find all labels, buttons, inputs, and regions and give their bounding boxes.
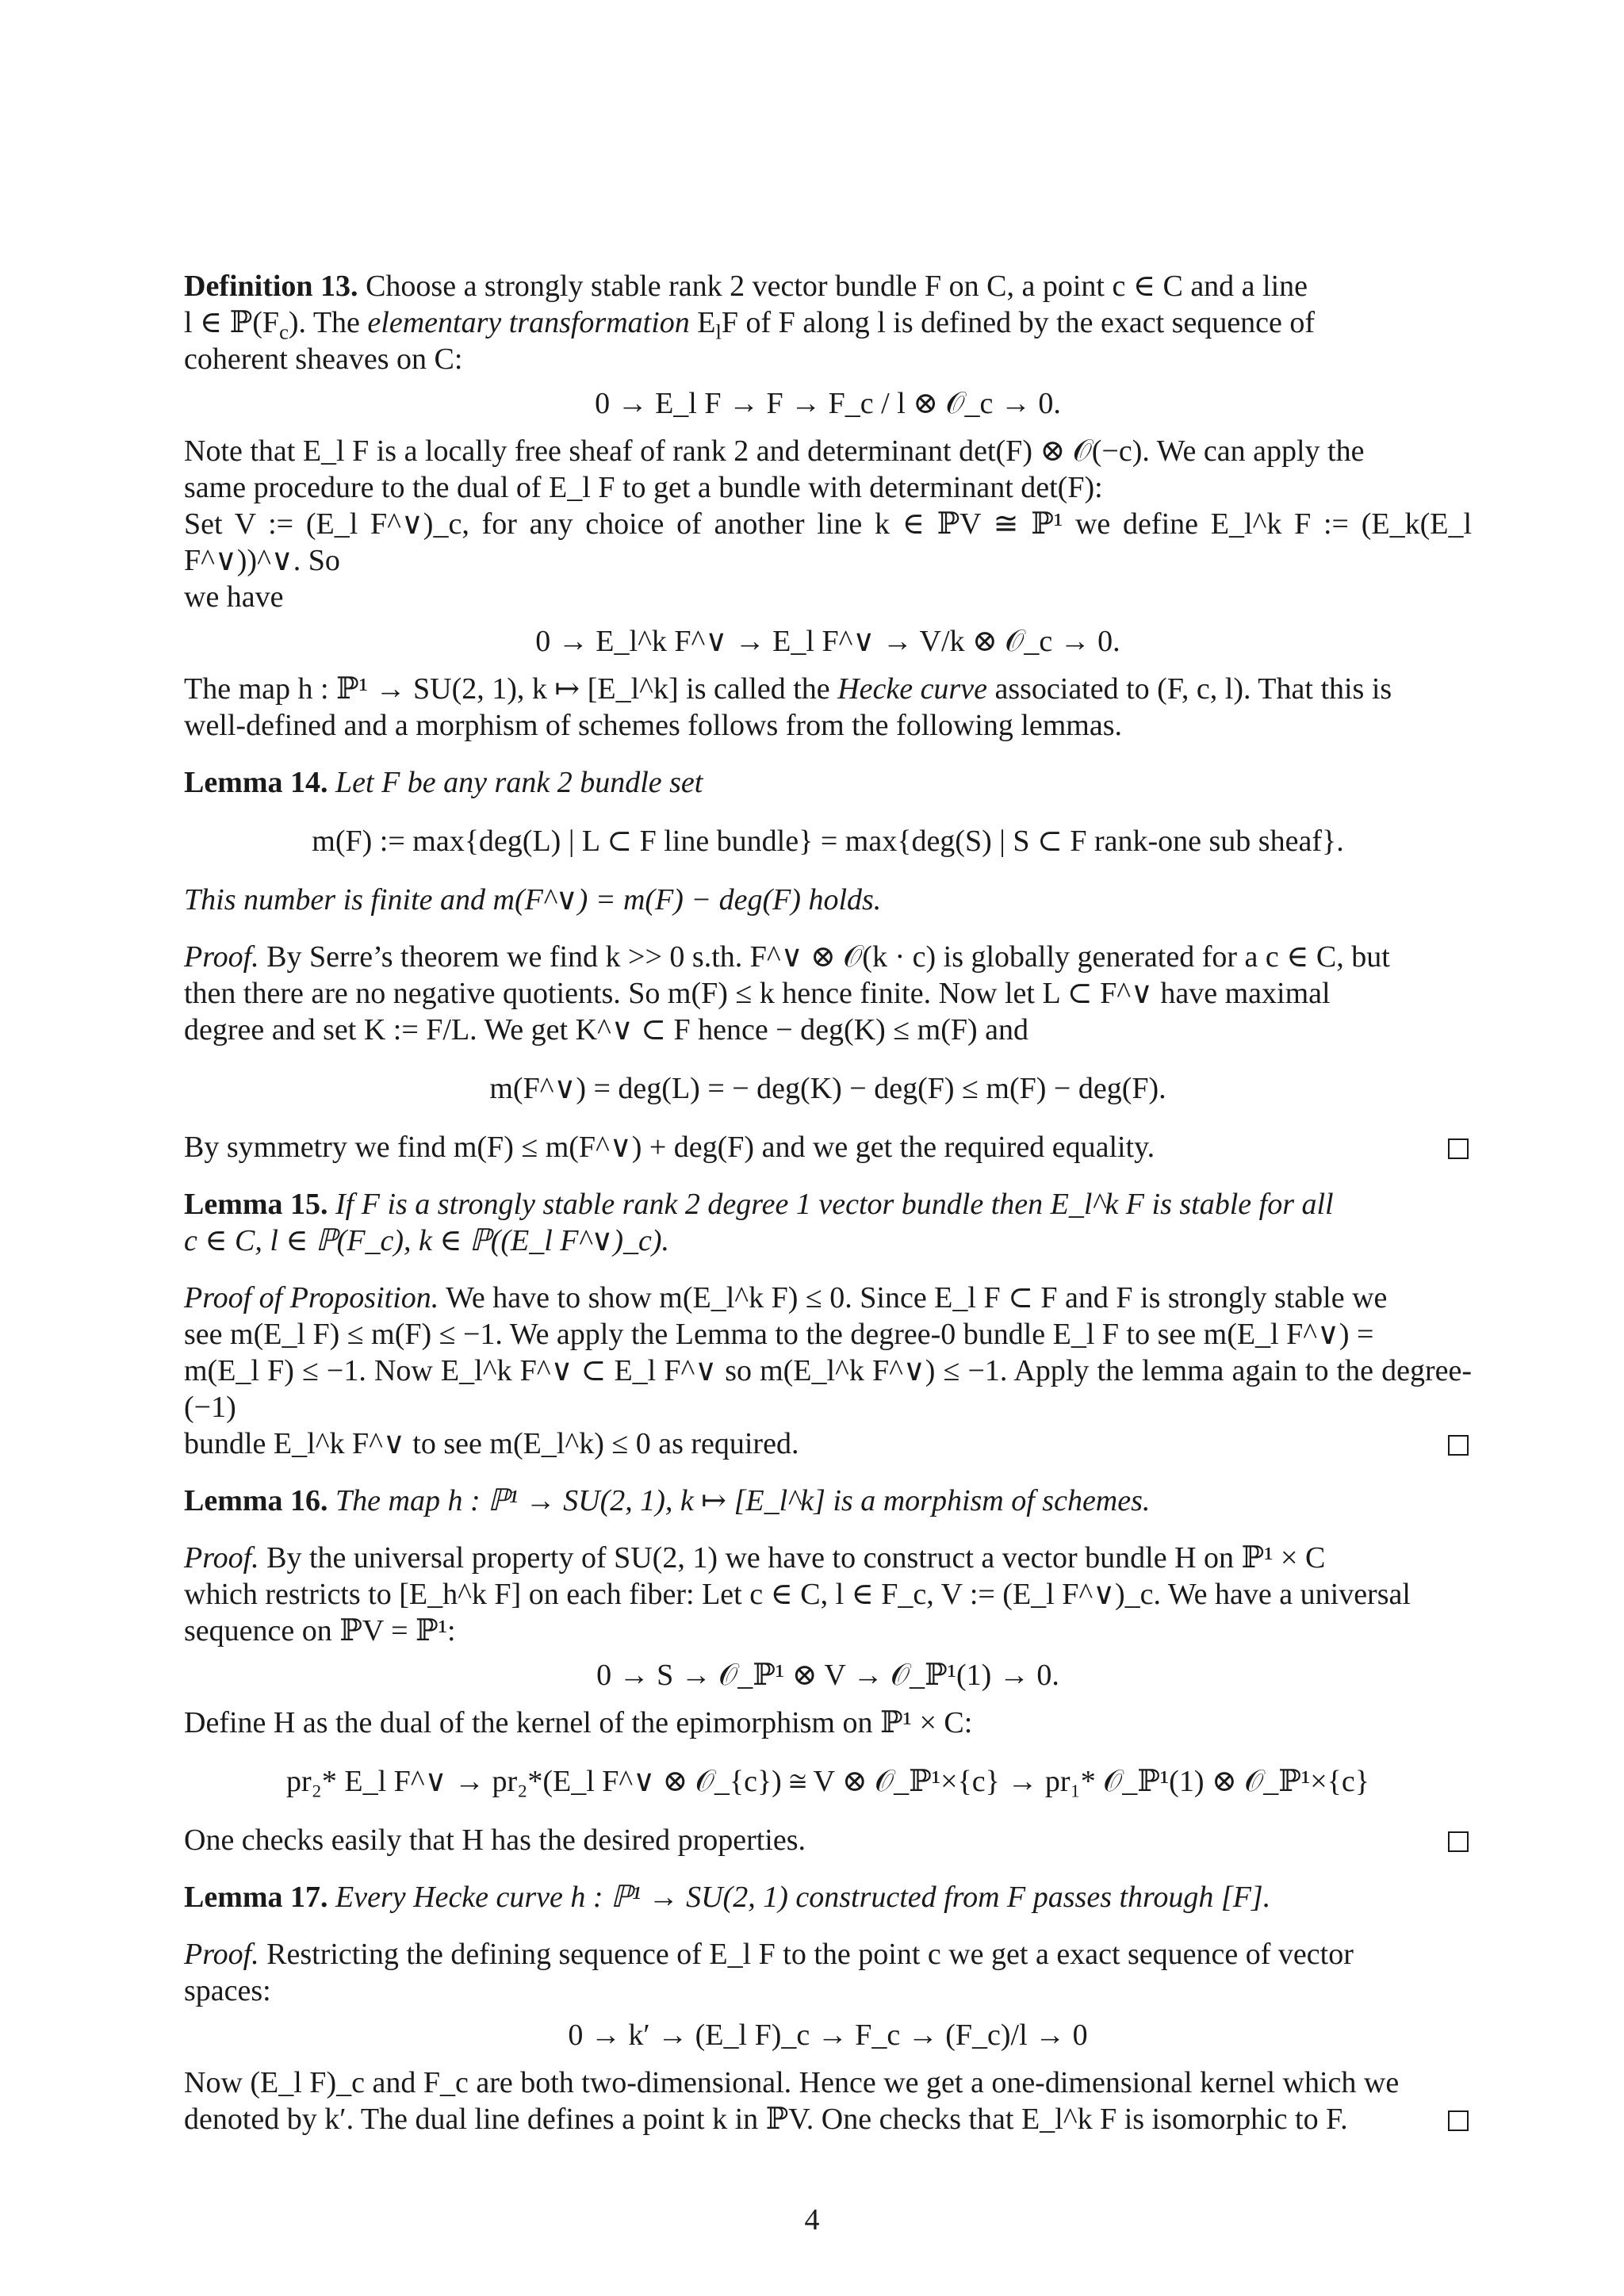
- lemma16-proof-heading: Proof.: [184, 1541, 259, 1575]
- lemma17-proof-line-3: Now (E_l F)_c and F_c are both two-dimensional. Hence we get a one-dimensional kernel which we: [184, 2066, 1400, 2099]
- note-line-1: Note that E_l F is a locally free sheaf of rank 2 and determinant det(F) ⊗ 𝒪(−c). We can apply the: [184, 434, 1365, 468]
- hecke-text-1a: The map h : ℙ¹ → SU(2, 1), k ↦ [E_l^k] is called the: [184, 672, 830, 706]
- lemma17-heading: Lemma 17.: [184, 1881, 328, 1914]
- lemma15-line-2: c ∈ C, l ∈ ℙ(F_c), k ∈ ℙ((E_l F^∨)_c).: [184, 1224, 670, 1257]
- lemma14-proof-line-3: degree and set K := F/L. We get K^∨ ⊂ F hence − deg(K) ≤ m(F) and: [184, 1013, 1029, 1047]
- lemma16-proof-text-1: By the universal property of SU(2, 1) we have to construct a vector bundle H on ℙ¹ × C: [266, 1541, 1326, 1575]
- lemma14-proof-heading: Proof.: [184, 940, 259, 974]
- note-line-4: we have: [184, 580, 284, 614]
- def13-text-2b: ). The: [288, 306, 360, 339]
- lemma14-display-2: m(F^∨) = deg(L) = − deg(K) − deg(F) ≤ m(F) − deg(F).: [489, 1072, 1166, 1105]
- hecke-paragraph: [184, 671, 1472, 744]
- lemma17-proof-heading: Proof.: [184, 1938, 259, 1971]
- lemma16-heading: Lemma 16.: [184, 1484, 328, 1517]
- lemma17-proof-text-4: denoted by k′. The dual line defines a point k in ℙV. One checks that E_l^k F is isomorphic to F.: [184, 2103, 1348, 2136]
- lemma16-statement: [184, 1483, 1472, 1519]
- lemma16-proof-line-1: [184, 1540, 1472, 1576]
- def13-exact-sequence: 0 → E_l F → F → F_c / l ⊗ 𝒪_c → 0.: [595, 387, 1061, 420]
- lemma14-display: m(F) := max{deg(L) | L ⊂ F line bundle} = max{deg(S) | S ⊂ F rank-one sub sheaf}.: [312, 825, 1344, 858]
- lemma14-statement-2: This number is finite and m(F^∨) = m(F) − deg(F) holds.: [184, 883, 882, 916]
- lemma14-proof-text-4: By symmetry we find m(F) ≤ m(F^∨) + deg(F) and we get the required equality.: [184, 1131, 1155, 1164]
- lemma16-proof-text-5: One checks easily that H has the desired properties.: [184, 1823, 806, 1857]
- lemma17-proof-line-4: [184, 2101, 1472, 2137]
- lemma15-heading: Lemma 15.: [184, 1188, 328, 1221]
- def13-heading: Definition 13.: [184, 270, 358, 303]
- hecke-line-1: [184, 671, 1472, 707]
- def13-term: elementary transformation: [367, 306, 690, 339]
- lemma17-proof-text-1: Restricting the defining sequence of E_l F to the point c we get a exact sequence of vector: [266, 1938, 1354, 1971]
- lemma14-statement: [184, 764, 1472, 801]
- def13-text-2a: l ∈ ℙ(F: [184, 306, 280, 339]
- lemma-16: [184, 1483, 1472, 1858]
- lemma16-proof-line-4: Define H as the dual of the kernel of the epimorphism on ℙ¹ × C:: [184, 1706, 973, 1739]
- lemma-15: [184, 1186, 1472, 1462]
- lemma14-proof-line-2: then there are no negative quotients. So m(F) ≤ k hence finite. Now let L ⊂ F^∨ have maximal: [184, 977, 1331, 1010]
- page-number: 4: [804, 2203, 820, 2237]
- lemma17-statement: [184, 1879, 1472, 1915]
- def13-text-2c: E: [697, 306, 716, 339]
- lemma-14: [184, 764, 1472, 1165]
- def13-line-3: coherent sheaves on C:: [184, 342, 463, 376]
- lemma16-sequence: 0 → S → 𝒪_ℙ¹ ⊗ V → 𝒪_ℙ¹(1) → 0.: [596, 1659, 1059, 1692]
- lemma15-text-1: If F is a strongly stable rank 2 degree 1 vector bundle then E_l^k F is stable for all: [335, 1188, 1334, 1221]
- page-body: [184, 268, 1472, 2137]
- lemma16-text: The map h : ℙ¹ → SU(2, 1), k ↦ [E_l^k] is a morphism of schemes.: [335, 1484, 1151, 1517]
- def13-line-2: l ∈ $ℙ(F_c)$. The elementary transformation $E_lF$ of F along l is defined by the exact sequence of: [184, 306, 1316, 344]
- qed-icon: [1448, 1138, 1469, 1159]
- definition-13: [184, 268, 1472, 422]
- qed-icon: [1448, 2110, 1469, 2131]
- def13-line-1: [184, 268, 1472, 304]
- lemma17-text: Every Hecke curve h : ℙ¹ → SU(2, 1) constructed from F passes through [F].: [335, 1881, 1271, 1914]
- lemma15-line-1: [184, 1186, 1472, 1223]
- lemma16-proof-line-3: sequence on ℙV = ℙ¹:: [184, 1614, 456, 1647]
- def13-text-1: Choose a strongly stable rank 2 vector bundle F on C, a point c ∈ C and a line: [366, 270, 1308, 303]
- note-paragraph: [184, 433, 1472, 660]
- lemma14-heading: Lemma 14.: [184, 766, 328, 799]
- qed-icon: [1448, 1831, 1469, 1852]
- lemma15-proof-heading: Proof of Proposition.: [184, 1281, 439, 1314]
- lemma15-proof-text-1: We have to show m(E_l^k F) ≤ 0. Since E_l F ⊂ F and F is strongly stable we: [446, 1281, 1388, 1314]
- lemma17-proof-line-2: spaces:: [184, 1974, 271, 2007]
- lemma17-proof-line-1: [184, 1936, 1472, 1973]
- def13-text-2d: F of F along l is defined by the exact sequence of: [721, 306, 1316, 339]
- lemma17-sequence: 0 → k′ → (E_l F)_c → F_c → (F_c)/l → 0: [568, 2019, 1088, 2052]
- lemma16-display: pr₂* E_l F^∨ → pr₂*(E_l F^∨ ⊗ 𝒪_{c}) ≅ V ⊗ 𝒪_ℙ¹×{c} → pr₁* 𝒪_ℙ¹(1) ⊗ 𝒪_ℙ¹×{c}: [286, 1765, 1369, 1798]
- lemma15-proof-line-3: m(E_l F) ≤ −1. Now E_l^k F^∨ ⊂ E_l F^∨ so m(E_l^k F^∨) ≤ −1. Apply the lemma again to the degree-(−1): [184, 1354, 1472, 1424]
- lemma15-proof-line-4: [184, 1425, 1472, 1462]
- lemma16-proof-line-2: which restricts to [E_h^k F] on each fiber: Let c ∈ C, l ∈ F_c, V := (E_l F^∨)_c. We have a universal: [184, 1578, 1411, 1611]
- lemma14-proof-line-1: [184, 939, 1472, 975]
- lemma16-proof-line-5: [184, 1822, 1472, 1858]
- lemma14-text: Let F be any rank 2 bundle set: [335, 766, 703, 799]
- note-line-3: Set V := (E_l F^∨)_c, for any choice of another line k ∈ ℙV ≅ ℙ¹ we define E_l^k F := (E_k(E_l F^∨))^∨. So: [184, 507, 1472, 577]
- lemma14-proof-text-1: By Serre’s theorem we find k >> 0 s.th. F^∨ ⊗ 𝒪(k · c) is globally generated for a c ∈ C, but: [266, 940, 1390, 974]
- lemma14-proof-line-4: [184, 1129, 1472, 1165]
- note-line-2: same procedure to the dual of E_l F to get a bundle with determinant det(F):: [184, 471, 1103, 504]
- lemma15-proof-text-4: bundle E_l^k F^∨ to see m(E_l^k) ≤ 0 as required.: [184, 1427, 799, 1460]
- note-exact-sequence: 0 → E_l^k F^∨ → E_l F^∨ → V/k ⊗ 𝒪_c → 0.: [535, 625, 1120, 658]
- hecke-line-2: well-defined and a morphism of schemes follows from the following lemmas.: [184, 709, 1123, 742]
- qed-icon: [1448, 1435, 1469, 1456]
- lemma15-proof-line-2: see m(E_l F) ≤ m(F) ≤ −1. We apply the Lemma to the degree-0 bundle E_l F to see m(E_l F^∨) =: [184, 1318, 1374, 1351]
- hecke-term: Hecke curve: [837, 672, 987, 706]
- lemma15-proof-line-1: [184, 1280, 1472, 1316]
- hecke-text-1b: associated to (F, c, l). That this is: [994, 672, 1392, 706]
- lemma-17: [184, 1879, 1472, 2137]
